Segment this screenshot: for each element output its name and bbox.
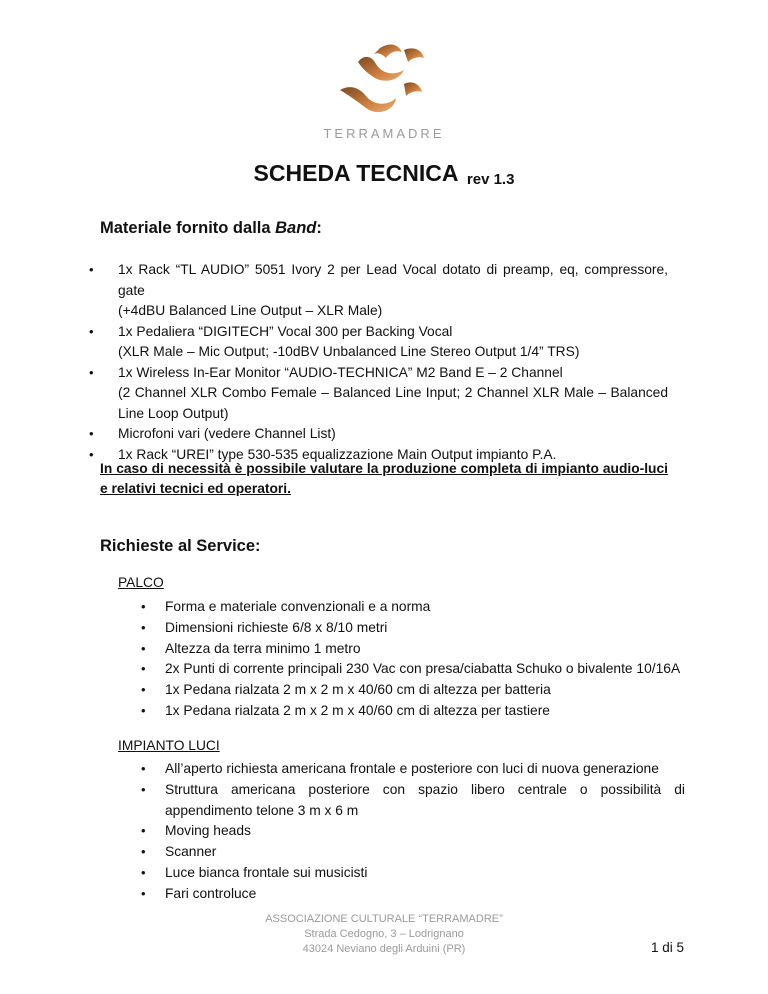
luci-label: IMPIANTO LUCI [118, 738, 220, 753]
list-item [118, 260, 668, 322]
luci-list [165, 759, 685, 905]
list-item: • 1x Pedana rialzata 2 m x 2 m x 40/60 cm di altezza per batteria [165, 680, 685, 701]
list-item-text: 1x Rack “TL AUDIO” 5051 Ivory 2 per Lead Vocal dotato di preamp, eq, compressore, gate [118, 262, 668, 298]
band-equipment-list [118, 260, 668, 465]
palco-label: PALCO [118, 575, 164, 590]
list-item: • Luce bianca frontale sui musicisti [165, 863, 685, 884]
list-item: • Scanner [165, 842, 685, 863]
list-item-text: 1x Wireless In-Ear Monitor “AUDIO-TECHNICA” M2 Band E – 2 Channel [118, 364, 563, 380]
palco-list [165, 597, 685, 722]
list-item-text: 1x Pedaliera “DIGITECH” Vocal 300 per Backing Vocal [118, 323, 453, 339]
list-item [118, 363, 668, 425]
footer-address-line1: Strada Cedogno, 3 – Lodrignano [304, 928, 464, 940]
terramadre-logo [320, 40, 440, 120]
footer-address-line2: 43024 Neviano degli Arduini (PR) [302, 943, 466, 955]
list-item-detail: (2 Channel XLR Combo Female – Balanced Line Input; 2 Channel XLR Male – Balanced Line Loop Output) [118, 385, 668, 421]
list-item-text: Microfoni vari (vedere Channel List) [118, 426, 336, 441]
title-revision: rev 1.3 [466, 171, 515, 188]
list-item: • Fari controluce [165, 884, 685, 905]
footer-organization: ASSOCIAZIONE CULTURALE “TERRAMADRE” [265, 913, 503, 925]
page-number: 1 di 5 [650, 940, 684, 955]
list-item: • All’aperto richiesta americana frontale e posteriore con luci di nuova generazione [165, 759, 685, 780]
title-main: SCHEDA TECNICA [253, 160, 459, 186]
list-item: • Altezza da terra minimo 1 metro [165, 639, 685, 660]
service-section-heading: Richieste al Service: [100, 537, 261, 555]
list-item: • Moving heads [165, 821, 685, 842]
list-item-detail: (XLR Male – Mic Output; -10dBV Unbalanced Line Stereo Output 1/4” TRS) [118, 344, 580, 359]
band-heading-emphasis: Band [275, 219, 317, 237]
list-item: • 1x Pedana rialzata 2 m x 2 m x 40/60 cm di altezza per tastiere [165, 701, 685, 722]
production-notice: In caso di necessità è possibile valutare la produzione completa di impianto audio-luci e relativi tecnici ed operatori. [100, 461, 668, 496]
list-item: • Dimensioni richieste 6/8 x 8/10 metri [165, 618, 685, 639]
band-heading-suffix: : [316, 219, 322, 237]
list-item: • Forma e materiale convenzionali e a norma [165, 597, 685, 618]
band-heading-prefix: Materiale fornito dalla [100, 219, 276, 237]
list-item [118, 424, 668, 445]
list-item: • 2x Punti di corrente principali 230 Vac con presa/ciabatta Schuko o bivalente 10/16A [165, 659, 685, 680]
band-section-heading [100, 219, 322, 238]
list-item: • Struttura americana posteriore con spazio libero centrale o possibilità di appendimento telone 3 m x 6 m [165, 780, 685, 822]
list-item-detail: (+4dBU Balanced Line Output – XLR Male) [118, 303, 383, 318]
brand-wordmark: TERRAMADRE [323, 126, 445, 141]
list-item [118, 322, 668, 363]
list-item-text: 1x Rack “UREI” type 530-535 equalizzazione Main Output impianto P.A. [118, 446, 557, 462]
document-title [0, 160, 768, 187]
